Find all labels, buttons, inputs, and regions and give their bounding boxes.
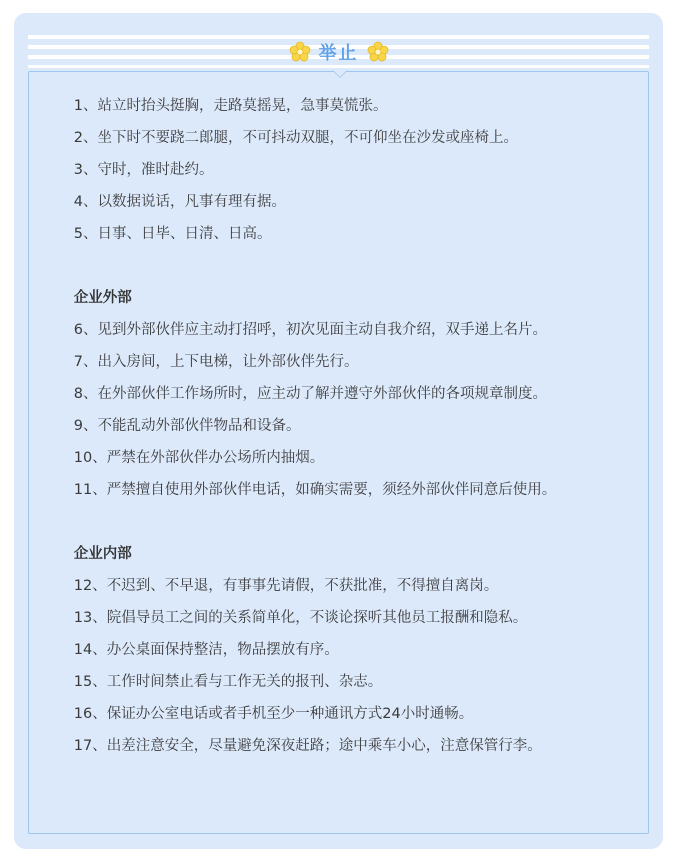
section-spacer: [39, 506, 639, 538]
header-title: [28, 35, 649, 69]
list-item: 6、见到外部伙伴应主动打招呼，初次见面主动自我介绍，双手递上名片。: [73, 322, 548, 338]
flower-icon: [289, 41, 311, 63]
list-item: 2、坐下时不要跷二郎腿，不可抖动双腿，不可仰坐在沙发或座椅上。: [73, 130, 519, 146]
list-item: 5、日事、日毕、日清、日高。: [73, 226, 272, 242]
list-item: 13、院倡导员工之间的关系简单化，不谈论探听其他员工报酬和隐私。: [73, 610, 528, 626]
list-item: 11、严禁擅自使用外部伙伴电话，如确实需要，须经外部伙伴同意后使用。: [73, 482, 557, 498]
section-heading-internal: 企业内部: [73, 546, 132, 562]
section-heading-external: 企业外部: [73, 290, 132, 306]
list-item: 15、工作时间禁止看与工作无关的报刊、杂志。: [73, 674, 383, 690]
list-item: 16、保证办公室电话或者手机至少一种通讯方式24小时通畅。: [73, 706, 474, 722]
flower-icon: [367, 41, 389, 63]
list-item: 4、以数据说话，凡事有理有据。: [73, 194, 287, 210]
section-spacer: [39, 250, 639, 282]
pointer-arrow-inner: [334, 71, 346, 77]
list-item: 14、办公桌面保持整洁，物品摆放有序。: [73, 642, 339, 658]
page-title: 举止: [318, 43, 359, 64]
list-item: 17、出差注意安全，尽量避免深夜赶路；途中乘车小心，注意保管行李。: [73, 738, 542, 754]
list-item: 10、严禁在外部伙伴办公场所内抽烟。: [73, 450, 325, 466]
list-item: 8、在外部伙伴工作场所时，应主动了解并遵守外部伙伴的各项规章制度。: [73, 386, 548, 402]
list-item: 7、出入房间，上下电梯，让外部伙伴先行。: [73, 354, 359, 370]
list-item: 1、站立时抬头挺胸，走路莫摇晃，急事莫慌张。: [73, 98, 388, 114]
document-card: [14, 13, 663, 849]
list-item: 12、不迟到、不早退，有事事先请假，不获批准，不得擅自离岗。: [73, 578, 499, 594]
content-text: [39, 90, 639, 762]
header-band: [28, 35, 649, 75]
list-item: 9、不能乱动外部伙伴物品和设备。: [73, 418, 301, 434]
list-item: 3、守时，准时赴约。: [73, 162, 214, 178]
